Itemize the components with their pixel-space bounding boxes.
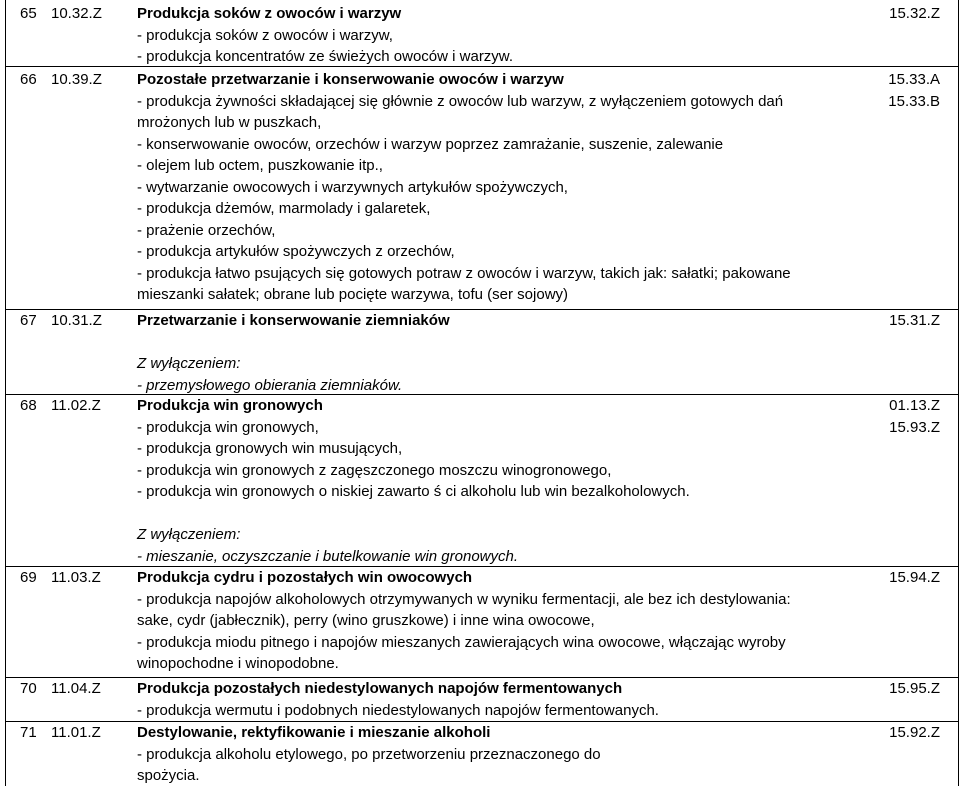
row-description <box>137 69 857 306</box>
old-codes <box>889 567 940 589</box>
row-description <box>137 678 857 721</box>
old-code: 15.92.Z <box>889 724 940 741</box>
pkd-code: 11.02.Z <box>51 397 101 414</box>
description-line: sake, cydr (jabłecznik), perry (wino gruszkowe) i inne wina owocowe, <box>137 612 595 629</box>
old-code: 15.33.A <box>888 71 940 88</box>
row-number: 69 <box>20 569 37 586</box>
pkd-code: 10.32.Z <box>51 5 102 22</box>
row-number: 68 <box>20 397 37 414</box>
old-codes <box>889 395 940 438</box>
old-code: 15.95.Z <box>889 680 940 697</box>
table-row <box>6 309 958 394</box>
table-row <box>6 66 958 309</box>
description-line: - produkcja soków z owoców i warzyw, <box>137 26 393 44</box>
pkd-code: 11.01.Z <box>51 724 101 741</box>
description-line: mrożonych lub w puszkach, <box>137 114 322 131</box>
description-line: - produkcja win gronowych, <box>137 418 319 436</box>
description-line: - produkcja win gronowych z zagęszczonego moszczu winogronowego, <box>137 461 612 479</box>
old-code: 15.33.B <box>888 92 940 110</box>
description-line: - produkcja dżemów, marmolady i galaretek, <box>137 200 431 217</box>
description-line: mieszanki sałatek; obrane lub pocięte warzywa, tofu (ser sojowy) <box>137 286 569 303</box>
old-code: 15.93.Z <box>889 418 940 436</box>
row-description <box>137 395 857 567</box>
row-number: 67 <box>20 312 37 329</box>
old-codes <box>888 69 940 112</box>
exclusion-item: - przemysłowego obierania ziemniaków. <box>137 376 403 394</box>
description-line: - produkcja żywności składającej się głównie z owoców lub warzyw, z wyłączeniem gotowych dań <box>137 92 784 110</box>
description-line: - produkcja łatwo psujących się gotowych potraw z owoców i warzyw, takich jak: sałatki; pakowane <box>137 264 791 282</box>
description-line: - produkcja napojów alkoholowych otrzymywanych w wyniku fermentacji, ale bez ich destylowania: <box>137 590 791 608</box>
row-title: Produkcja win gronowych <box>137 397 323 414</box>
description-line: - produkcja win gronowych o niskiej zawarto ś ci alkoholu lub win bezalkoholowych. <box>137 483 690 500</box>
row-number: 71 <box>20 724 37 741</box>
old-code: 15.31.Z <box>889 312 940 329</box>
row-title: Destylowanie, rektyfikowanie i mieszanie alkoholi <box>137 724 491 741</box>
table-row <box>6 566 958 677</box>
description-line: - produkcja alkoholu etylowego, po przetworzeniu przeznaczonego do <box>137 745 601 763</box>
table-row <box>6 394 958 566</box>
row-number: 65 <box>20 5 37 22</box>
table-row <box>6 3 958 66</box>
description-line: winopochodne i winopodobne. <box>137 655 339 672</box>
old-codes <box>889 678 940 700</box>
row-title: Produkcja cydru i pozostałych win owocowych <box>137 569 473 586</box>
old-code: 01.13.Z <box>889 397 940 414</box>
row-number: 66 <box>20 71 37 88</box>
row-description <box>137 567 857 675</box>
old-codes <box>889 3 940 25</box>
row-title: Produkcja soków z owoców i warzyw <box>137 5 402 22</box>
row-number: 70 <box>20 680 37 697</box>
description-line: - produkcja wermutu i podobnych niedestylowanych napojów fermentowanych. <box>137 701 659 719</box>
old-codes <box>889 722 940 744</box>
pkd-code: 10.31.Z <box>51 312 102 329</box>
description-line: - prażenie orzechów, <box>137 221 276 239</box>
pkd-code: 11.04.Z <box>51 680 101 697</box>
description-line: - olejem lub octem, puszkowanie itp., <box>137 157 383 174</box>
row-title: Przetwarzanie i konserwowanie ziemniaków <box>137 312 450 329</box>
row-description <box>137 310 857 396</box>
description-line: - produkcja gronowych win musujących, <box>137 440 403 457</box>
pkd-code: 11.03.Z <box>51 569 101 586</box>
description-line: spożycia. <box>137 767 200 784</box>
description-line: - produkcja miodu pitnego i napojów mieszanych zawierających wina owocowe, włączając wyroby <box>137 633 786 651</box>
exclusion-item: - mieszanie, oczyszczanie i butelkowanie win gronowych. <box>137 547 519 565</box>
table-row <box>6 677 958 721</box>
row-description <box>137 3 857 68</box>
description-line: - konserwowanie owoców, orzechów i warzyw poprzez zamrażanie, suszenie, zalewanie <box>137 135 724 153</box>
old-codes <box>889 310 940 332</box>
row-title: Pozostałe przetwarzanie i konserwowanie owoców i warzyw <box>137 71 564 88</box>
description-line: - produkcja koncentratów ze świeżych owoców i warzyw. <box>137 48 513 65</box>
exclusion-label: Z wyłączeniem: <box>137 355 241 372</box>
row-description <box>137 722 857 787</box>
table-row <box>6 721 958 786</box>
old-code: 15.32.Z <box>889 5 940 22</box>
pkd-code: 10.39.Z <box>51 71 102 88</box>
old-code: 15.94.Z <box>889 569 940 586</box>
description-line: - wytwarzanie owocowych i warzywnych artykułów spożywczych, <box>137 178 568 196</box>
row-title: Produkcja pozostałych niedestylowanych napojów fermentowanych <box>137 680 623 697</box>
pkd-table <box>5 0 959 786</box>
description-line: - produkcja artykułów spożywczych z orzechów, <box>137 243 455 260</box>
exclusion-label: Z wyłączeniem: <box>137 526 241 543</box>
